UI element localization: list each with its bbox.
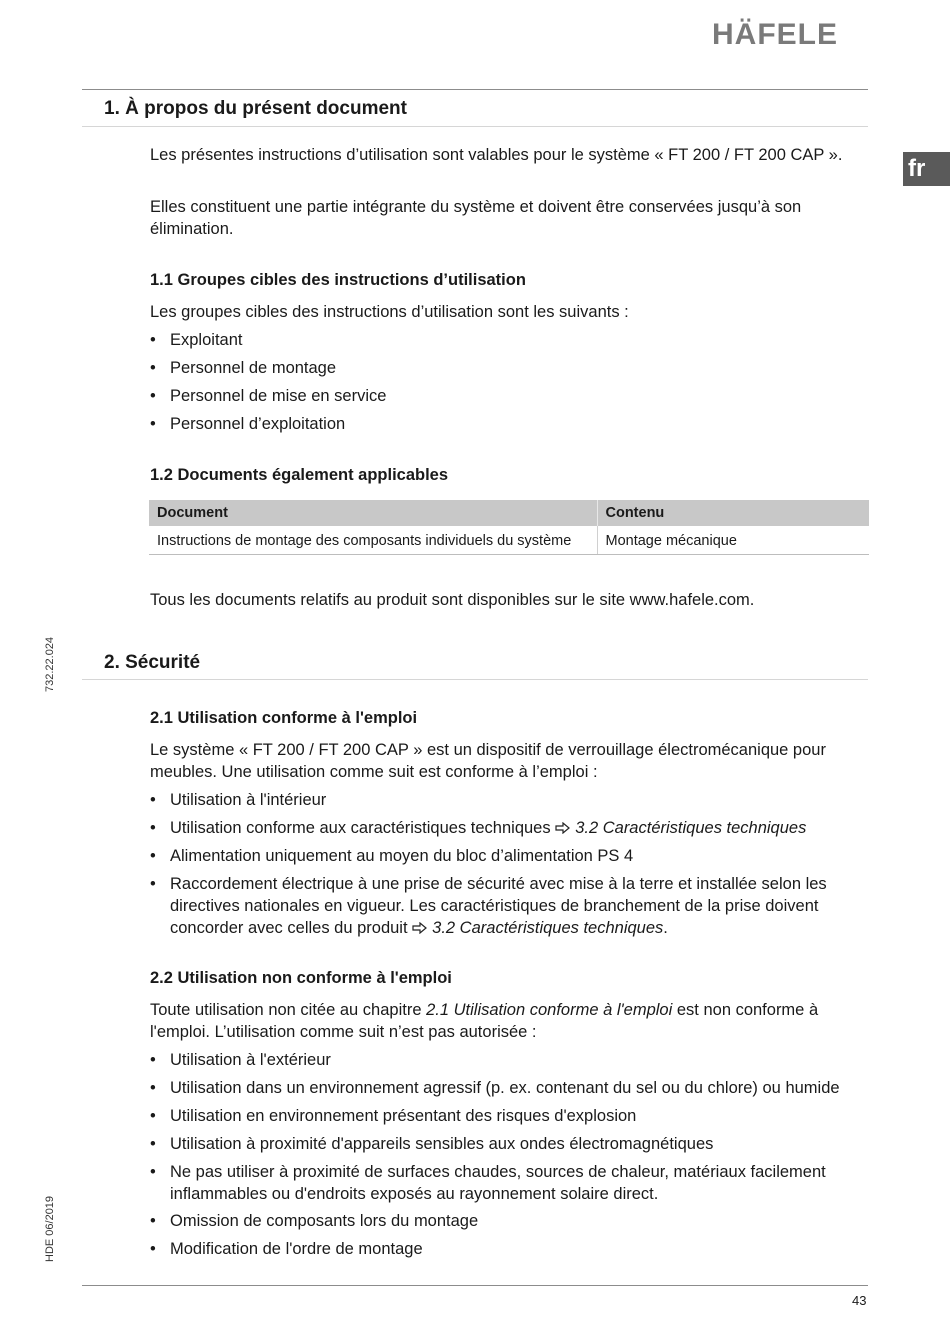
list-item: • Personnel de montage	[150, 357, 870, 379]
logo-text: HÄFELE	[712, 18, 838, 50]
documents-availability-note: Tous les documents relatifs au produit sont disponibles sur le site www.hafele.com.	[150, 591, 755, 609]
cross-reference-arrow-icon	[555, 822, 571, 834]
cross-reference-link[interactable]: 2.1 Utilisation conforme à l'emploi	[426, 1001, 673, 1019]
subsection-2-1-title: 2.1 Utilisation conforme à l'emploi	[150, 709, 418, 727]
column-header-content: Contenu	[597, 500, 869, 526]
list-item: • Personnel d’exploitation	[150, 413, 870, 435]
section-1-title: 1. À propos du présent document	[104, 98, 407, 119]
non-intended-use-intro	[150, 999, 862, 1043]
column-header-document: Document	[149, 500, 597, 526]
list-item: • Ne pas utiliser à proximité de surfaces chaudes, sources de chaleur, matériaux facilement inflammables ou d'endroits exposés au rayonnement solaire direct.	[150, 1161, 870, 1205]
table-cell-document: Instructions de montage des composants individuels du système	[149, 526, 597, 555]
list-item: • Utilisation à l'intérieur	[150, 789, 870, 811]
list-item	[150, 817, 870, 839]
list-item: • Omission de composants lors du montage	[150, 1210, 870, 1232]
section-1-paragraph-2: Elles constituent une partie intégrante du système et doivent être conservées jusqu’à son élimination.	[150, 198, 802, 238]
section-underline	[82, 679, 868, 680]
applicable-documents-table	[149, 500, 869, 555]
subsection-2-2-title: 2.2 Utilisation non conforme à l'emploi	[150, 969, 452, 987]
subsection-1-2-title: 1.2 Documents également applicables	[150, 466, 449, 484]
intro-text: Toute utilisation non citée au chapitre	[150, 1001, 427, 1019]
section-2-title: 2. Sécurité	[104, 652, 201, 673]
list-item: • Utilisation à l'extérieur	[150, 1049, 870, 1071]
cross-reference-link[interactable]: 3.2 Caractéristiques techniques	[575, 819, 807, 837]
list-item: • Personnel de mise en service	[150, 385, 870, 407]
table-header-row	[149, 500, 869, 526]
list-item: • Utilisation en environnement présentant des risques d'explosion	[150, 1105, 870, 1127]
section-1-paragraph-1: Les présentes instructions d’utilisation sont valables pour le système « FT 200 / FT 200 CAP ».	[150, 146, 843, 164]
intro-text: est non conforme à l'emploi. L’utilisation comme suit n’est pas autorisée :	[150, 1001, 819, 1041]
list-item-text: Raccordement électrique à une prise de sécurité avec mise à la terre et installée selon les directives nationales en vigueur. Les caractéristiques de branchement de la prise doivent concorder avec celles du produit	[170, 875, 827, 937]
subsection-1-1-title: 1.1 Groupes cibles des instructions d’utilisation	[150, 271, 526, 289]
document-revision: HDE 06/2019	[44, 1195, 56, 1262]
list-item: • Utilisation dans un environnement agressif (p. ex. contenant du sel ou du chlore) ou humide	[150, 1077, 874, 1099]
list-item-end: .	[663, 919, 668, 937]
section-underline	[82, 126, 868, 127]
hafele-logo	[712, 14, 870, 50]
list-item: • Utilisation à proximité d'appareils sensibles aux ondes électromagnétiques	[150, 1133, 870, 1155]
language-tab: fr	[903, 152, 950, 186]
page-number: 43	[852, 1293, 867, 1308]
intended-use-intro: Le système « FT 200 / FT 200 CAP » est un dispositif de verrouillage électromécanique pour meubles. Une utilisation comme suit est conforme à l’emploi :	[150, 741, 826, 781]
table-row	[149, 526, 869, 555]
list-item-text: Utilisation conforme aux caractéristiques techniques	[170, 819, 551, 837]
list-item: • Exploitant	[150, 329, 870, 351]
list-item: • Modification de l'ordre de montage	[150, 1238, 870, 1260]
list-item	[150, 873, 872, 939]
article-code: 732.22.024	[44, 636, 56, 692]
cross-reference-link[interactable]: 3.2 Caractéristiques techniques	[432, 919, 664, 937]
table-cell-content: Montage mécanique	[597, 526, 869, 555]
footer-divider	[82, 1285, 868, 1286]
cross-reference-arrow-icon	[412, 922, 428, 934]
list-item: • Alimentation uniquement au moyen du bloc d’alimentation PS 4	[150, 845, 870, 867]
section-divider	[82, 89, 868, 90]
target-groups-intro: Les groupes cibles des instructions d’utilisation sont les suivants :	[150, 303, 629, 321]
